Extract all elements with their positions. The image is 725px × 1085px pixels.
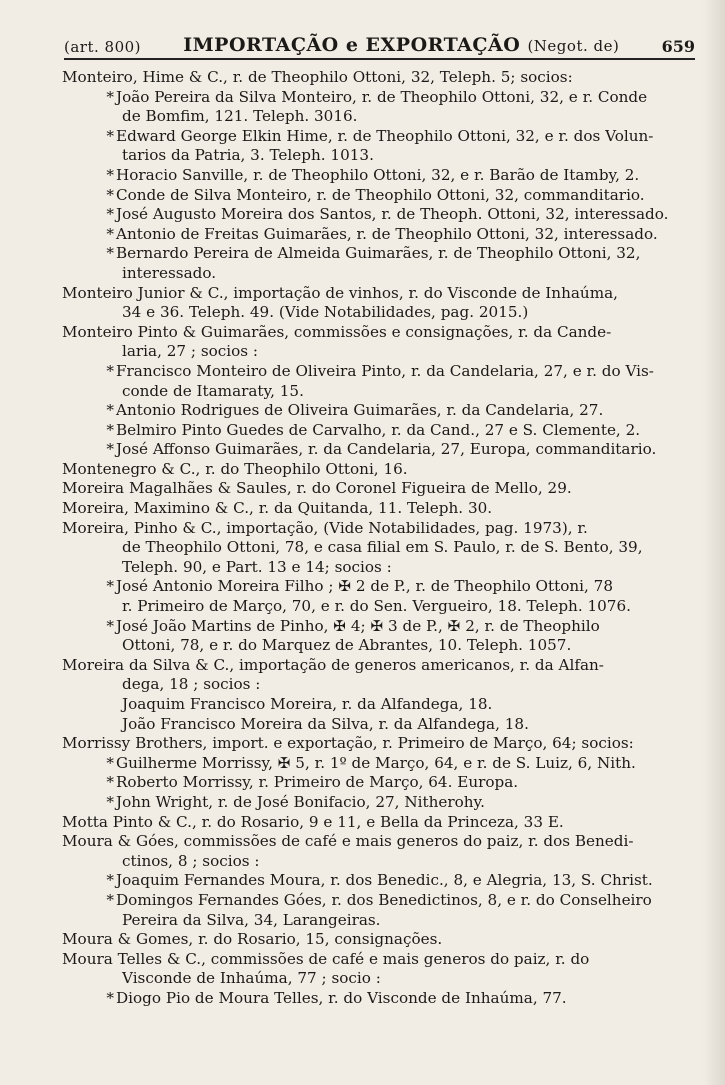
firm-entry-line bbox=[52, 813, 707, 833]
firm-entry-line bbox=[52, 323, 707, 343]
detail-line bbox=[52, 891, 707, 911]
line-text: Diogo Pio de Moura Telles, r. do Visconde de Inhaúma, 77. bbox=[116, 988, 567, 1007]
line-text: Guilherme Morrissy, ✠ 5, r. 1º de Março, 64, e r. de S. Luiz, 6, Nith. bbox=[116, 753, 636, 772]
partner-marker: * bbox=[106, 420, 114, 439]
line-text: João Francisco Moreira da Silva, r. da Alfandega, 18. bbox=[122, 714, 529, 733]
detail-line bbox=[52, 166, 707, 186]
line-text: de Theophilo Ottoni, 78, e casa filial em S. Paulo, r. de S. Bento, 39, bbox=[122, 538, 643, 557]
line-text: Ottoni, 78, e r. do Marquez de Abrantes, 10. Teleph. 1057. bbox=[122, 636, 572, 655]
firm-entry-line bbox=[52, 734, 707, 754]
line-text: Pereira da Silva, 34, Larangeiras. bbox=[122, 910, 381, 929]
line-text: tarios da Patria, 3. Teleph. 1013. bbox=[122, 146, 374, 165]
detail-line bbox=[52, 303, 707, 323]
page-header bbox=[64, 22, 695, 60]
line-text: João Pereira da Silva Monteiro, r. de Theophilo Ottoni, 32, e r. Conde bbox=[116, 87, 648, 106]
partner-marker: * bbox=[106, 577, 114, 596]
line-text: interessado. bbox=[122, 263, 217, 282]
detail-line bbox=[52, 617, 707, 637]
line-text: Morrissy Brothers, import. e exportação, r. Primeiro de Março, 64; socios: bbox=[62, 734, 634, 753]
line-text: José Augusto Moreira dos Santos, r. de Theoph. Ottoni, 32, interessado. bbox=[116, 205, 669, 224]
detail-line bbox=[52, 989, 707, 1009]
line-text: Edward George Elkin Hime, r. de Theophilo Ottoni, 32, e r. dos Volun- bbox=[116, 126, 654, 145]
line-text: Moura & Góes, commissões de café e mais generos do paiz, r. dos Benedi- bbox=[62, 832, 634, 851]
line-text: Conde de Silva Monteiro, r. de Theophilo Ottoni, 32, commanditario. bbox=[116, 185, 645, 204]
line-text: Montenegro & C., r. do Theophilo Ottoni, 16. bbox=[62, 459, 408, 478]
line-text: Monteiro, Hime & C., r. de Theophilo Ottoni, 32, Teleph. 5; socios: bbox=[62, 68, 573, 86]
detail-line bbox=[52, 146, 707, 166]
detail-line bbox=[52, 88, 707, 108]
detail-line bbox=[52, 225, 707, 245]
partner-marker: * bbox=[106, 616, 114, 635]
partner-marker: * bbox=[106, 753, 114, 772]
line-text: Roberto Morrissy, r. Primeiro de Março, 64. Europa. bbox=[116, 773, 519, 792]
partner-marker: * bbox=[106, 87, 114, 106]
partner-marker: * bbox=[106, 440, 114, 459]
section-title-main: IMPORTAÇÃO e EXPORTAÇÃO bbox=[183, 34, 521, 56]
page-edge-shadow bbox=[703, 0, 725, 1085]
detail-line bbox=[52, 871, 707, 891]
partner-marker: * bbox=[106, 773, 114, 792]
partner-marker: * bbox=[106, 224, 114, 243]
line-text: ctinos, 8 ; socios : bbox=[122, 851, 260, 870]
firm-entry-line bbox=[52, 656, 707, 676]
detail-line bbox=[52, 205, 707, 225]
line-text: Moreira Magalhães & Saules, r. do Coronel Figueira de Mello, 29. bbox=[62, 479, 572, 498]
firm-entry-line bbox=[52, 519, 707, 539]
line-text: Belmiro Pinto Guedes de Carvalho, r. da Cand., 27 e S. Clemente, 2. bbox=[116, 420, 641, 439]
detail-line bbox=[52, 636, 707, 656]
partner-marker: * bbox=[106, 165, 114, 184]
partner-marker: * bbox=[106, 185, 114, 204]
detail-line bbox=[52, 382, 707, 402]
line-text: 34 e 36. Teleph. 49. (Vide Notabilidades, pag. 2015.) bbox=[122, 303, 529, 322]
partner-marker: * bbox=[106, 401, 114, 420]
detail-line bbox=[52, 597, 707, 617]
firm-entry-line bbox=[52, 930, 707, 950]
partner-marker: * bbox=[106, 361, 114, 380]
line-text: Joaquim Fernandes Moura, r. dos Benedic., 8, e Alegria, 13, S. Christ. bbox=[116, 871, 653, 890]
detail-line bbox=[52, 186, 707, 206]
line-text: Monteiro Pinto & Guimarães, commissões e consignações, r. da Cande- bbox=[62, 322, 612, 341]
firm-entry-line bbox=[52, 950, 707, 970]
detail-line bbox=[52, 558, 707, 578]
detail-line bbox=[52, 264, 707, 284]
page-number: 659 bbox=[661, 37, 695, 56]
line-text: Monteiro Junior & C., importação de vinhos, r. do Visconde de Inhaúma, bbox=[62, 283, 618, 302]
line-text: José João Martins de Pinho, ✠ 4; ✠ 3 de P., ✠ 2, r. de Theophilo bbox=[116, 616, 600, 635]
detail-line bbox=[52, 577, 707, 597]
detail-line bbox=[52, 421, 707, 441]
partner-marker: * bbox=[106, 205, 114, 224]
detail-line bbox=[52, 675, 707, 695]
line-text: Antonio de Freitas Guimarães, r. de Theophilo Ottoni, 32, interessado. bbox=[116, 224, 658, 243]
line-text: Francisco Monteiro de Oliveira Pinto, r. da Candelaria, 27, e r. do Vis- bbox=[116, 361, 654, 380]
partner-marker: * bbox=[106, 244, 114, 263]
line-text: Domingos Fernandes Góes, r. dos Benedictinos, 8, e r. do Conselheiro bbox=[116, 890, 652, 909]
detail-line bbox=[52, 911, 707, 931]
partner-marker: * bbox=[106, 126, 114, 145]
line-text: José Affonso Guimarães, r. da Candelaria, 27, Europa, commanditario. bbox=[116, 440, 657, 459]
partner-marker: * bbox=[106, 890, 114, 909]
line-text: Moreira, Maximino & C., r. da Quitanda, 11. Teleph. 30. bbox=[62, 499, 493, 518]
firm-entry-line bbox=[52, 284, 707, 304]
line-text: John Wright, r. de José Bonifacio, 27, Nitherohy. bbox=[116, 792, 485, 811]
firm-entry-line bbox=[52, 68, 707, 88]
line-text: José Antonio Moreira Filho ; ✠ 2 de P., r. de Theophilo Ottoni, 78 bbox=[116, 577, 613, 596]
detail-line bbox=[52, 440, 707, 460]
detail-line bbox=[52, 852, 707, 872]
line-text: Joaquim Francisco Moreira, r. da Alfandega, 18. bbox=[122, 695, 493, 713]
line-text: Moreira da Silva & C., importação de generos americanos, r. da Alfan- bbox=[62, 655, 604, 674]
detail-line bbox=[52, 969, 707, 989]
firm-entry-line bbox=[52, 499, 707, 519]
line-text: r. Primeiro de Março, 70, e r. do Sen. Vergueiro, 18. Teleph. 1076. bbox=[122, 597, 631, 616]
directory-listing bbox=[52, 68, 707, 1009]
line-text: Teleph. 90, e Part. 13 e 14; socios : bbox=[122, 557, 392, 576]
detail-line bbox=[52, 754, 707, 774]
partner-marker: * bbox=[106, 988, 114, 1007]
line-text: Bernardo Pereira de Almeida Guimarães, r. de Theophilo Ottoni, 32, bbox=[116, 244, 641, 263]
section-title-sub: (Negot. de) bbox=[527, 37, 620, 55]
line-text: Antonio Rodrigues de Oliveira Guimarães, r. da Candelaria, 27. bbox=[116, 401, 604, 420]
partner-marker: * bbox=[106, 871, 114, 890]
firm-entry-line bbox=[52, 460, 707, 480]
detail-line bbox=[52, 793, 707, 813]
line-text: Motta Pinto & C., r. do Rosario, 9 e 11, e Bella da Princeza, 33 E. bbox=[62, 812, 564, 831]
partner-marker: * bbox=[106, 792, 114, 811]
line-text: Moreira, Pinho & C., importação, (Vide Notabilidades, pag. 1973), r. bbox=[62, 518, 588, 537]
detail-line bbox=[52, 342, 707, 362]
detail-line bbox=[52, 695, 707, 715]
article-reference: (art. 800) bbox=[64, 38, 142, 56]
detail-line bbox=[52, 127, 707, 147]
line-text: Moura & Gomes, r. do Rosario, 15, consignações. bbox=[62, 930, 443, 949]
line-text: Horacio Sanville, r. de Theophilo Ottoni, 32, e r. Barão de Itamby, 2. bbox=[116, 165, 640, 184]
detail-line bbox=[52, 773, 707, 793]
detail-line bbox=[52, 715, 707, 735]
line-text: Moura Telles & C., commissões de café e mais generos do paiz, r. do bbox=[62, 949, 590, 968]
firm-entry-line bbox=[52, 479, 707, 499]
detail-line bbox=[52, 538, 707, 558]
line-text: Visconde de Inhaúma, 77 ; socio : bbox=[122, 969, 381, 988]
section-title bbox=[183, 34, 619, 56]
detail-line bbox=[52, 401, 707, 421]
detail-line bbox=[52, 362, 707, 382]
line-text: dega, 18 ; socios : bbox=[122, 675, 261, 694]
line-text: laria, 27 ; socios : bbox=[122, 342, 259, 361]
line-text: conde de Itamaraty, 15. bbox=[122, 381, 304, 400]
firm-entry-line bbox=[52, 832, 707, 852]
detail-line bbox=[52, 244, 707, 264]
line-text: de Bomfim, 121. Teleph. 3016. bbox=[122, 107, 358, 126]
detail-line bbox=[52, 107, 707, 127]
